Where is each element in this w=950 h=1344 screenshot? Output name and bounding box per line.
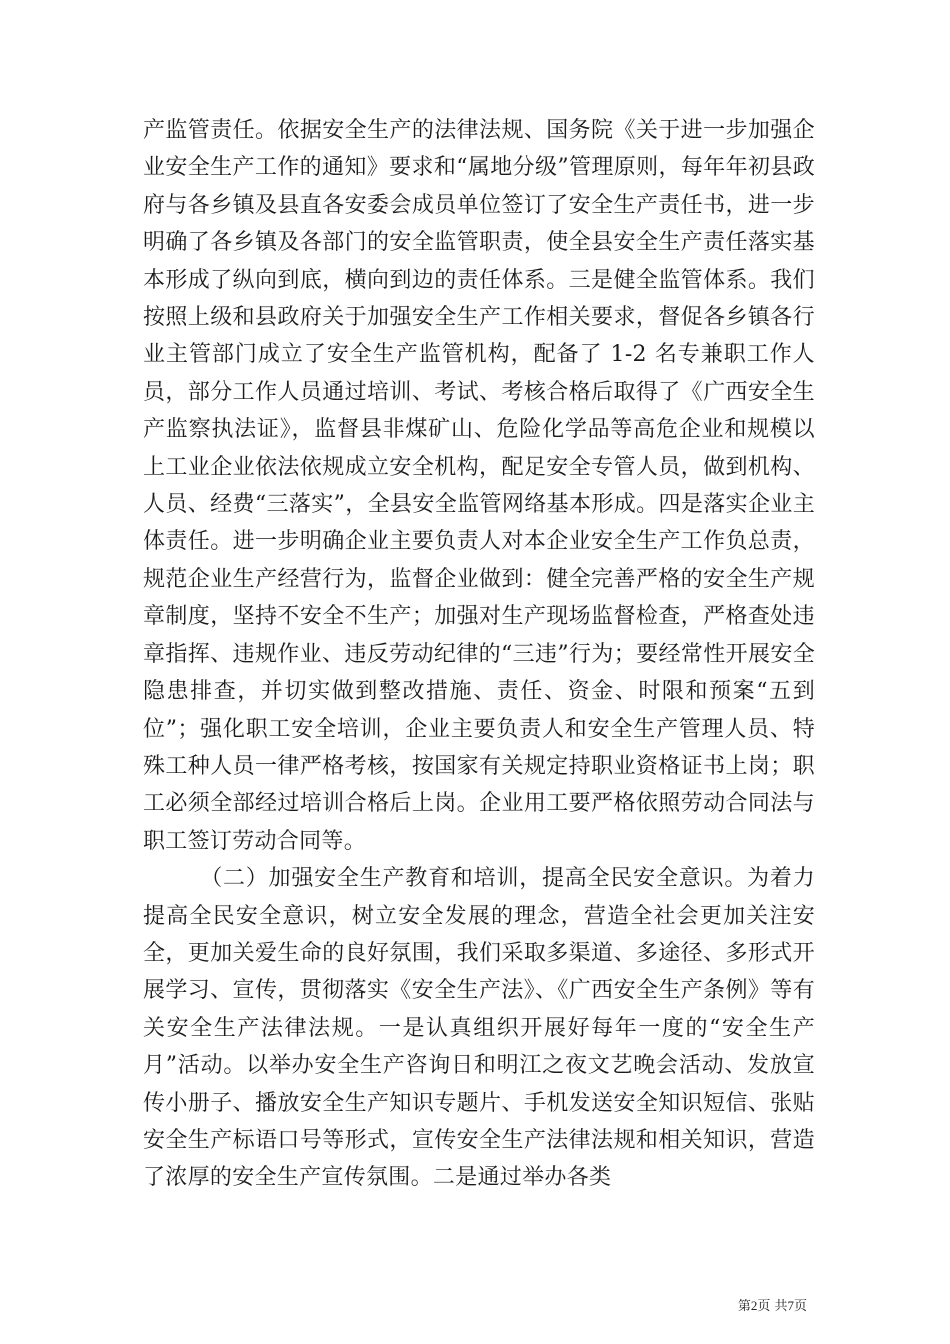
paragraph-1: 产监管责任。依据安全生产的法律法规、国务院《关于进一步加强企业安全生产工作的通知》要求和“属地分级”管理原则，每年年初县政府与各乡镇及县直各安委会成员单位签订了安全生产责任书，进一步明确了各乡镇及各部门的安全监管职责，使全县安全生产责任落实基本形成了纵向到底，横向到边的责任体系。三是健全监管体系。我们按照上级和县政府关于加强安全生产工作相关要求，督促各乡镇各行业主管部门成立了安全生产监管机构，配备了 1-2 名专兼职工作人员，部分工作人员通过培训、考试、考核合格后取得了《广西安全生产监察执法证》，监督县非煤矿山、危险化学品等高危企业和规模以上工业企业依法依规成立安全机构，配足安全专管人员，做到机构、人员、经费“三落实”，全县安全监管网络基本形成。四是落实企业主体责任。进一步明确企业主要负责人对本企业安全生产工作负总责，规范企业生产经营行为，监督企业做到：健全完善严格的安全生产规章制度，坚持不安全不生产；加强对生产现场监督检查，严格查处违章指挥、违规作业、违反劳动纪律的“三违”行为；要经常性开展安全隐患排查，并切实做到整改措施、责任、资金、时限和预案“五到位”；强化职工安全培训，企业主要负责人和安全生产管理人员、特殊工种人员一律严格考核，按国家有关规定持职业资格证书上岗；职工必须全部经过培训合格后上岗。企业用工要严格依照劳动合同法与职工签订劳动合同等。	[143, 118, 815, 854]
footer-prefix: 第	[737, 1299, 751, 1314]
current-page-number: 2	[750, 1298, 758, 1313]
footer-middle: 页 共	[757, 1299, 788, 1314]
footer-suffix: 页	[793, 1299, 807, 1314]
page-footer	[738, 1298, 807, 1315]
total-page-count: 7	[787, 1298, 794, 1313]
body-text	[143, 112, 815, 1197]
paragraph-2: （二）加强安全生产教育和培训，提高全民安全意识。为着力提高全民安全意识，树立安全发展的理念，营造全社会更加关注安全，更加关爱生命的良好氛围，我们采取多渠道、多途径、多形式开展学习、宣传，贯彻落实《安全生产法》、《广西安全生产条例》等有关安全生产法律法规。一是认真组织开展好每年一度的“安全生产月”活动。以举办安全生产咨询日和明江之夜文艺晚会活动、发放宣传小册子、播放安全生产知识专题片、手机发送安全知识短信、张贴安全生产标语口号等形式，宣传安全生产法律法规和相关知识，营造了浓厚的安全生产宣传氛围。二是通过举办各类	[143, 866, 815, 1191]
